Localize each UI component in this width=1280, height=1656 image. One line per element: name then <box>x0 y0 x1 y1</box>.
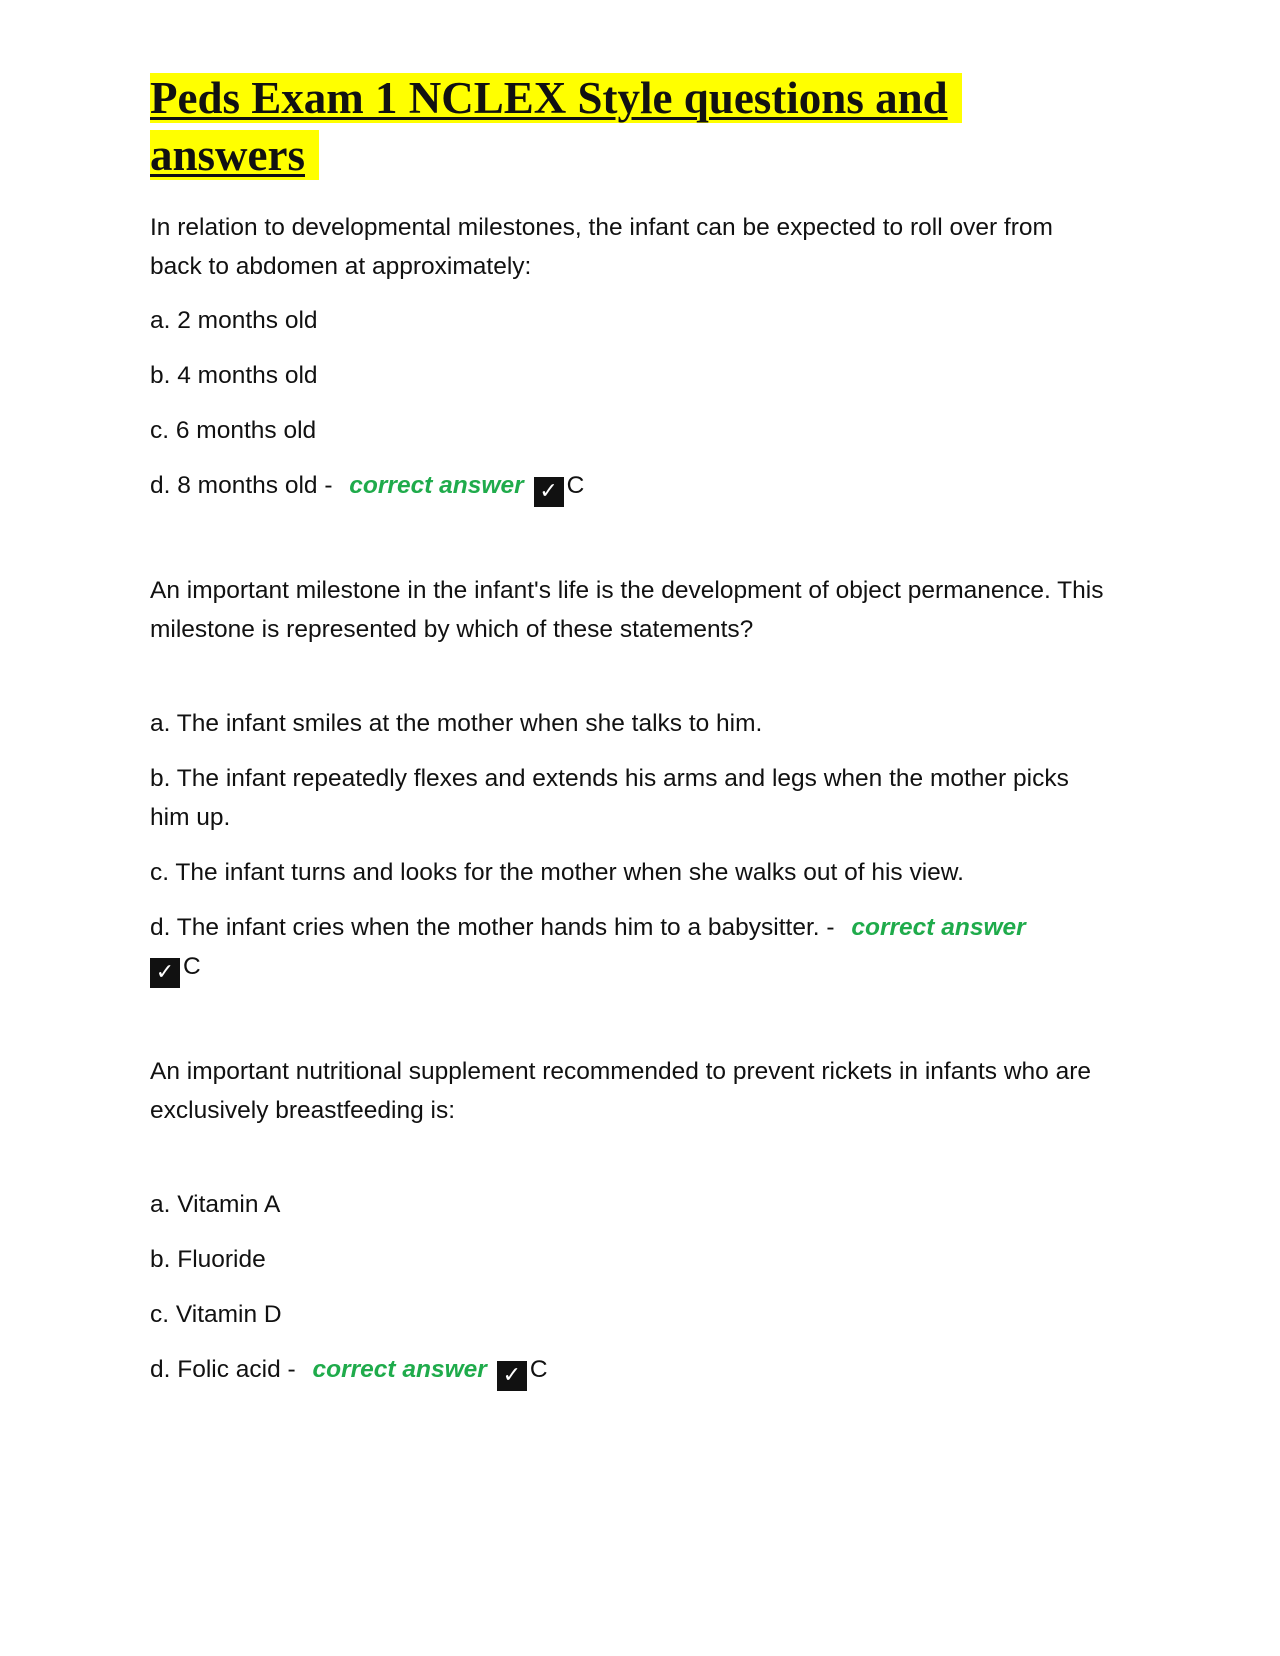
correct-answer-label: correct answer <box>312 1356 487 1383</box>
checkmark-icon: ✓ <box>497 1361 527 1391</box>
question-stem: An important nutritional supplement recommended to prevent rickets in infants who are exclusively breastfeeding is: <box>150 1058 1092 1124</box>
option-d-with-answer <box>150 466 1110 507</box>
answer-letter: C <box>566 472 585 499</box>
option-a: a. Vitamin A <box>150 1191 281 1218</box>
option-d: d. 8 months old - <box>150 472 333 499</box>
option-b: b. 4 months old <box>150 362 318 389</box>
question-stem: An important milestone in the infant's life is the development of object permanence. This milestone is represented by which of these statements? <box>150 577 1104 643</box>
correct-answer-label: correct answer <box>851 914 1026 941</box>
question-1 <box>150 208 1110 507</box>
answer-letter: C <box>529 1356 548 1383</box>
checkmark-icon: ✓ <box>150 958 180 988</box>
answer-letter: C <box>183 953 201 980</box>
option-c: c. 6 months old <box>150 417 317 444</box>
option-c: c. The infant turns and looks for the mother when she walks out of his view. <box>150 859 964 886</box>
option-d: d. Folic acid - <box>150 1356 296 1383</box>
question-2 <box>150 571 1110 988</box>
option-d: d. The infant cries when the mother hands him to a babysitter. - <box>150 914 835 941</box>
document-page <box>150 70 1110 1407</box>
option-a: a. 2 months old <box>150 307 318 334</box>
question-3 <box>150 1052 1110 1391</box>
option-b: b. The infant repeatedly flexes and extends his arms and legs when the mother picks him up. <box>150 765 1069 831</box>
page-title <box>150 70 1110 184</box>
question-stem: In relation to developmental milestones, the infant can be expected to roll over from back to abdomen at approximately: <box>150 214 1053 280</box>
option-c: c. Vitamin D <box>150 1301 282 1328</box>
title-line-2: answers <box>150 130 319 180</box>
title-line-1: Peds Exam 1 NCLEX Style questions and <box>150 73 962 123</box>
option-d-with-answer <box>150 908 1110 988</box>
option-a: a. The infant smiles at the mother when she talks to him. <box>150 710 763 737</box>
option-b: b. Fluoride <box>150 1246 266 1273</box>
option-d-with-answer <box>150 1350 1110 1391</box>
correct-answer-label: correct answer <box>349 472 524 499</box>
checkmark-icon: ✓ <box>534 477 564 507</box>
